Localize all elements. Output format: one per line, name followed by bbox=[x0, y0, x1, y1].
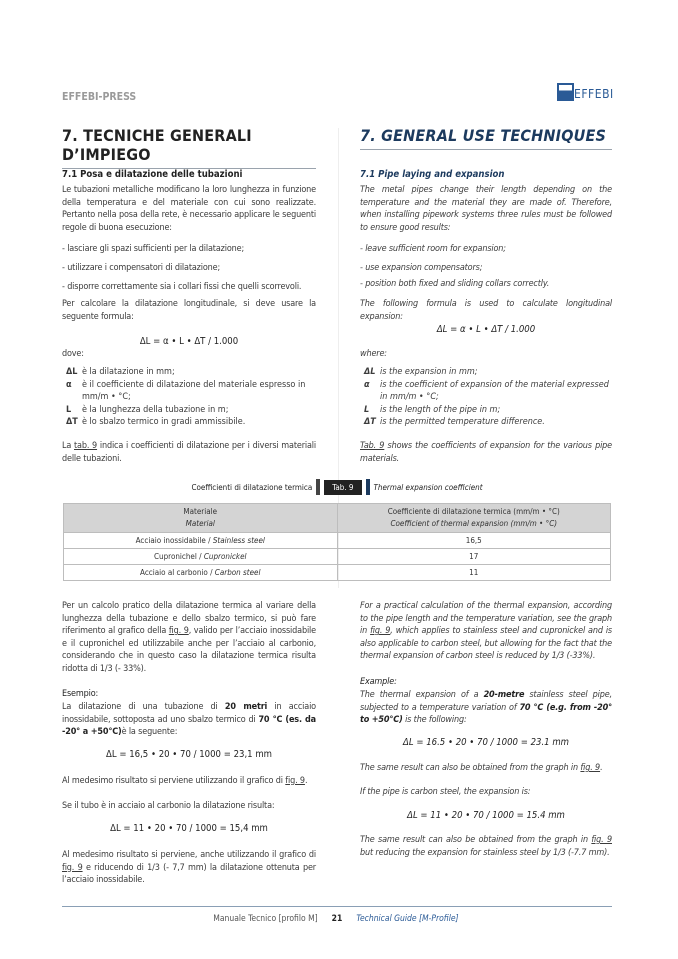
text: but reducing the expansion for stainless steel by 1/3 (-7.7 mm). bbox=[360, 847, 610, 858]
example-title-en: Example: bbox=[360, 677, 397, 687]
section-heading-en: 7.1 Pipe laying and expansion bbox=[360, 169, 505, 180]
caption-en: Thermal expansion coefficient bbox=[373, 482, 483, 492]
practical-paragraph-it bbox=[62, 600, 316, 676]
example-paragraph-en bbox=[360, 689, 612, 727]
page-title-en: 7. GENERAL USE TECHNIQUES bbox=[360, 126, 612, 150]
text: Al medesimo risultato si perviene, anche utilizzando il grafico di bbox=[62, 850, 316, 860]
text: La bbox=[62, 441, 74, 451]
tab9-link[interactable]: Tab. 9 bbox=[360, 441, 385, 451]
text: indica i coefficienti di dilatazione per i diversi materiali delle tubazioni. bbox=[62, 441, 317, 464]
def-text: is the expansion in mm; bbox=[380, 367, 478, 377]
definitions-en bbox=[360, 366, 612, 429]
col-header: Materiale bbox=[183, 507, 218, 516]
def-symbol: ΔT bbox=[66, 417, 78, 428]
intro-paragraph-en: The metal pipes change their length depending on the temperature and the material they are made of. Therefore, when installing pipework systems three rules must be followed to ensure good results: bbox=[360, 185, 612, 233]
text: 20-metre bbox=[483, 690, 525, 700]
fig9-link[interactable]: fig. 9 bbox=[168, 626, 189, 637]
bullet-item: - leave sufficient room for expansion; bbox=[360, 244, 506, 254]
effebi-logo: EFFEBI bbox=[557, 83, 614, 101]
text: The thermal expansion of a bbox=[360, 690, 484, 700]
def-symbol: ΔT bbox=[364, 417, 376, 428]
def-text: è la lunghezza della tubazione in m; bbox=[82, 404, 229, 415]
page-title-it: 7. TECNICHE GENERALI D’IMPIEGO bbox=[62, 126, 316, 169]
caption-bar bbox=[316, 479, 320, 495]
brand-header: EFFEBI-PRESS bbox=[62, 91, 137, 103]
page-number: 21 bbox=[331, 914, 343, 924]
fig9-link[interactable]: fig. 9 bbox=[370, 626, 391, 637]
formula-example-it: ΔL = 16,5 • 20 • 70 / 1000 = 23,1 mm bbox=[106, 749, 272, 760]
def-text: è lo sbalzo termico in gradi ammissibile. bbox=[82, 417, 246, 428]
def-text: is the coefficient of expansion of the material expressed in mm/m • °C; bbox=[380, 379, 609, 403]
cell: Cupronichel / bbox=[154, 552, 204, 561]
example-paragraph-it bbox=[62, 701, 316, 739]
caption-bar bbox=[366, 479, 370, 495]
def-symbol: L bbox=[364, 404, 370, 415]
def-symbol: α bbox=[364, 379, 370, 390]
text: in acciaio inossidabile, sottoposta ad uno sbalzo termico di bbox=[62, 702, 316, 725]
formula-carbon-it: ΔL = 11 • 20 • 70 / 1000 = 15,4 mm bbox=[110, 823, 268, 834]
table-ref-it bbox=[62, 440, 316, 465]
section-heading-it: 7.1 Posa e dilatazione delle tubazioni bbox=[62, 169, 243, 180]
text: stainless steel pipe, subjected to a temperature variation of bbox=[360, 690, 613, 713]
cell: 17 bbox=[337, 549, 611, 565]
cell: Acciaio al carbonio / bbox=[140, 568, 215, 577]
final-paragraph-en bbox=[360, 834, 612, 859]
bullet-item: - position both fixed and sliding collars correctly. bbox=[360, 279, 550, 289]
cell: Carbon steel bbox=[214, 568, 261, 577]
table-row bbox=[64, 549, 611, 565]
bullet-item: - use expansion compensators; bbox=[360, 263, 483, 273]
formula-intro-en: The following formula is used to calculate longitudinal expansion: bbox=[360, 299, 612, 322]
text: , which applies to stainless steel and cupronickel and is also applicable to carbon steel, but allowing for the fact that the thermal expansion of carbon steel is reduced by 1/3 (-33%). bbox=[360, 626, 612, 662]
practical-paragraph-en bbox=[360, 600, 612, 663]
formula-it: ΔL = α • L • ΔT / 1.000 bbox=[139, 336, 239, 347]
def-text: is the length of the pipe in m; bbox=[380, 404, 501, 415]
text: è la seguente: bbox=[121, 727, 178, 738]
carbon-intro-en: If the pipe is carbon steel, the expansion is: bbox=[360, 787, 531, 797]
formula-carbon-en: ΔL = 11 • 20 • 70 / 1000 = 15.4 mm bbox=[407, 810, 565, 821]
formula-en: ΔL = α • L • ΔT / 1.000 bbox=[436, 324, 536, 335]
where-label-it: dove: bbox=[62, 349, 84, 359]
text: La dilatazione di una tubazione di bbox=[62, 702, 225, 712]
logo-mark-icon bbox=[557, 83, 574, 101]
text: 20 metri bbox=[224, 702, 268, 712]
carbon-intro-it: Se il tubo è in acciaio al carbonio la dilatazione risulta: bbox=[62, 801, 275, 811]
footer-left: Manuale Tecnico [profilo M] bbox=[213, 914, 318, 924]
text: shows the coefficients of expansion for the various pipe materials. bbox=[360, 441, 612, 464]
def-text: è la dilatazione in mm; bbox=[82, 367, 175, 377]
col-header: Coefficiente di dilatazione termica (mm/m • °C) bbox=[387, 507, 560, 516]
fig9-link[interactable]: fig. 9 bbox=[285, 776, 305, 786]
table-row bbox=[64, 565, 611, 581]
fig9-link[interactable]: fig. 9 bbox=[591, 835, 612, 845]
table-row bbox=[64, 533, 611, 549]
text: 70 °C (es. da -20° a +50°C) bbox=[62, 714, 316, 738]
cell: 11 bbox=[337, 565, 611, 581]
def-text: è il coefficiente di dilatazione del materiale espresso in mm/m • °C; bbox=[82, 379, 306, 403]
text: e riducendo di 1/3 (- 7,7 mm) la dilatazione ottenuta per l’acciaio inossidabile. bbox=[62, 862, 316, 886]
table-ref-en bbox=[360, 440, 612, 465]
col-header: Coefficient of thermal expansion (mm/m • °C) bbox=[390, 519, 558, 528]
tab9-link[interactable]: tab. 9 bbox=[74, 441, 98, 451]
cell: Stainless steel bbox=[212, 536, 265, 545]
final-paragraph-it bbox=[62, 849, 316, 887]
text: For a practical calculation of the thermal expansion, according to the pipe length and the temperature variation, see the graph in bbox=[360, 601, 612, 637]
bullet-item: - utilizzare i compensatori di dilatazione; bbox=[62, 263, 221, 273]
footer-rule bbox=[62, 906, 612, 907]
fig9-link[interactable]: fig. 9 bbox=[62, 862, 83, 873]
def-symbol: L bbox=[66, 404, 72, 415]
formula-example-en: ΔL = 16.5 • 20 • 70 / 1000 = 23.1 mm bbox=[403, 737, 569, 748]
col-header: Material bbox=[185, 519, 215, 528]
cell: 16,5 bbox=[337, 533, 611, 549]
bullet-item: - disporre correttamente sia i collari fissi che quelli scorrevoli. bbox=[62, 282, 302, 292]
text: is the following: bbox=[402, 715, 467, 726]
same-result-en: The same result can also be obtained from the graph in fig. 9. bbox=[360, 763, 603, 773]
cell: Acciaio inossidabile / bbox=[135, 536, 213, 545]
definitions-it bbox=[62, 366, 316, 429]
table-tag: Tab. 9 bbox=[324, 480, 361, 495]
footer-right: Technical Guide [M-Profile] bbox=[356, 914, 459, 924]
def-text: is the permitted temperature difference. bbox=[380, 417, 545, 428]
intro-paragraph-it: Le tubazioni metalliche modificano la loro lunghezza in funzione della temperatura e del materiale con cui sono realizzate. Pertanto nella posa della rete, è necessario applicare le seguenti regole di buona esecuzione: bbox=[62, 185, 316, 233]
caption-it: Coefficienti di dilatazione termica bbox=[191, 482, 313, 492]
text: Per un calcolo pratico della dilatazione termica al variare della lunghezza della tubazione e dello sbalzo termico, si può fare riferimento al grafico della bbox=[62, 601, 316, 637]
formula-intro-it: Per calcolare la dilatazione longitudinale, si deve usare la seguente formula: bbox=[62, 299, 316, 322]
def-symbol: ΔL bbox=[364, 367, 376, 377]
same-result-it: Al medesimo risultato si perviene utilizzando il grafico di fig. 9. bbox=[62, 776, 308, 786]
table-header bbox=[64, 504, 611, 533]
example-title-it: Esempio: bbox=[62, 689, 99, 699]
fig9-link[interactable]: fig. 9 bbox=[580, 763, 601, 773]
text: , valido per l’acciaio inossidabile e il cupronichel ed utilizzabile anche per l’acciaio al carbonio, considerando che in questo caso la dilatazione termica risulta ridotta di 1/3 (- 33%). bbox=[62, 626, 316, 674]
def-symbol: ΔL bbox=[66, 367, 78, 377]
def-symbol: α bbox=[66, 379, 72, 390]
text: Al medesimo risultato si perviene utilizzando il grafico di bbox=[62, 776, 286, 786]
text: The same result can also be obtained from the graph in bbox=[360, 835, 592, 845]
where-label-en: where: bbox=[360, 349, 387, 359]
footer bbox=[62, 914, 612, 924]
expansion-table bbox=[63, 503, 611, 581]
text: The same result can also be obtained from the graph in bbox=[360, 763, 581, 773]
text: 70 °C (e.g. from -20° to +50°C) bbox=[360, 702, 612, 726]
cell: Cupronickel bbox=[203, 552, 247, 561]
table-caption bbox=[62, 479, 612, 495]
bullet-item: - lasciare gli spazi sufficienti per la dilatazione; bbox=[62, 244, 245, 254]
